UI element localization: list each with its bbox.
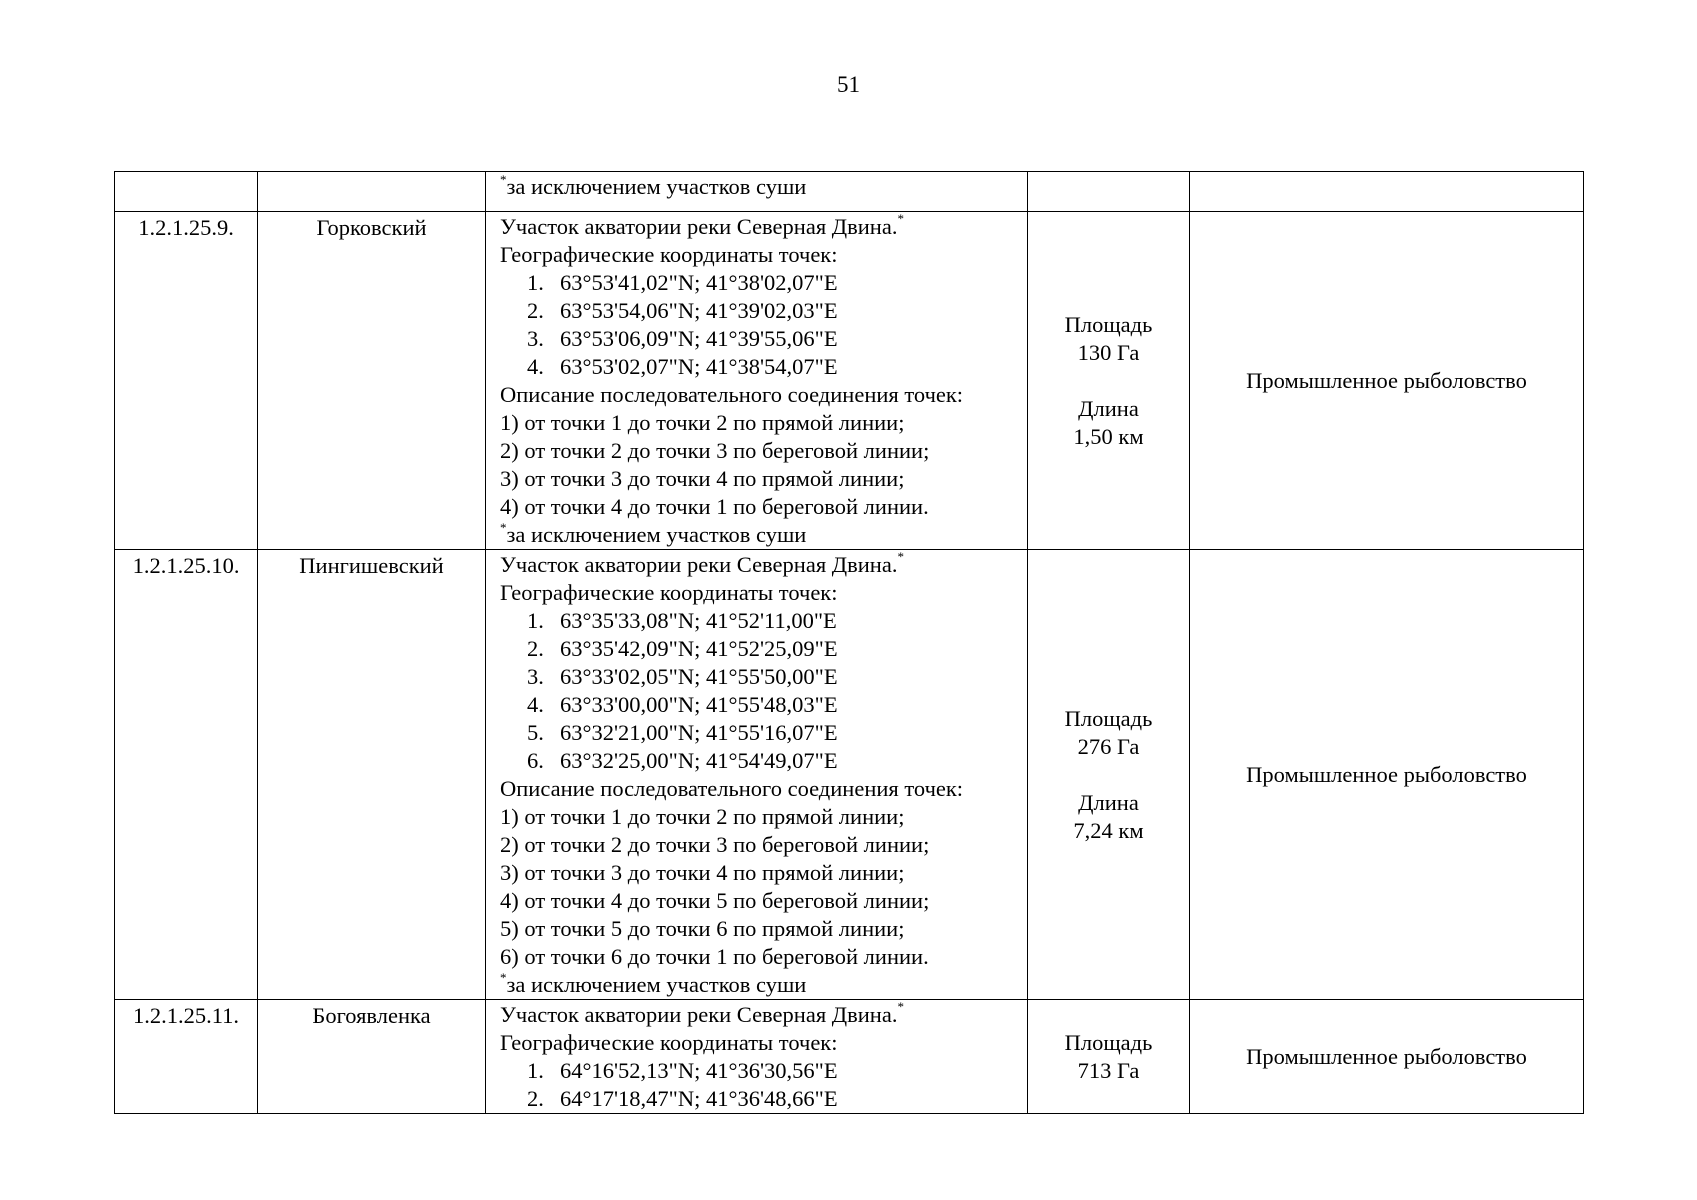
coordinate-item: 2. 63°53'54,06"N; 41°39'02,03"E	[527, 298, 838, 323]
area-value: 713 Га	[1077, 1057, 1140, 1083]
coords-label: Географические координаты точек:	[500, 580, 838, 605]
connection-item: 5) от точки 5 до точки 6 по прямой линии;	[500, 916, 905, 941]
activity-cell	[1190, 172, 1584, 212]
length-value: 1,50 км	[1073, 423, 1144, 449]
activity-cell: Промышленное рыболовство	[1190, 550, 1584, 1000]
area-number-cell	[115, 172, 258, 212]
area-name-cell: Пингишевский	[258, 550, 486, 1000]
length-label: Длина	[1078, 395, 1139, 421]
connection-item: 3) от точки 3 до точки 4 по прямой линии;	[500, 466, 905, 491]
description-title: Участок акватории реки Северная Двина.*	[500, 210, 904, 239]
area-label: Площадь	[1064, 705, 1153, 731]
coordinate-item: 6. 63°32'25,00"N; 41°54'49,07"E	[527, 748, 838, 773]
area-description-cell	[486, 172, 1028, 212]
activity-cell: Промышленное рыболовство	[1190, 1000, 1584, 1114]
description-title: Участок акватории реки Северная Двина.*	[500, 998, 904, 1027]
coordinate-item: 3. 63°33'02,05"N; 41°55'50,00"E	[527, 664, 838, 689]
coordinate-item: 2. 63°35'42,09"N; 41°52'25,09"E	[527, 636, 838, 661]
area-label: Площадь	[1064, 311, 1153, 337]
connection-item: 4) от точки 4 до точки 5 по береговой линии;	[500, 888, 930, 913]
fishing-areas-table	[114, 171, 1584, 1114]
table-row	[115, 550, 1584, 1000]
description-title: Участок акватории реки Северная Двина.*	[500, 548, 904, 577]
connection-item: 1) от точки 1 до точки 2 по прямой линии;	[500, 804, 905, 829]
coordinate-item: 5. 63°32'21,00"N; 41°55'16,07"E	[527, 720, 838, 745]
area-params-cell	[1028, 1000, 1190, 1114]
table-row	[115, 212, 1584, 550]
coordinate-item: 2. 64°17'18,47"N; 41°36'48,66"E	[527, 1086, 838, 1111]
area-name-cell	[258, 172, 486, 212]
connection-item: 4) от точки 4 до точки 1 по береговой линии.	[500, 494, 929, 519]
footnote-line: *за исключением участков суши	[500, 519, 807, 547]
connection-label: Описание последовательного соединения точек:	[500, 776, 964, 801]
connection-item: 6) от точки 6 до точки 1 по береговой линии.	[500, 944, 929, 969]
connection-item: 1) от точки 1 до точки 2 по прямой линии;	[500, 410, 905, 435]
coords-label: Географические координаты точек:	[500, 242, 838, 267]
length-value: 7,24 км	[1073, 817, 1144, 843]
coordinate-item: 1. 63°35'33,08"N; 41°52'11,00"E	[527, 608, 837, 633]
coordinate-item: 4. 63°53'02,07"N; 41°38'54,07"E	[527, 354, 838, 379]
activity-cell: Промышленное рыболовство	[1190, 212, 1584, 550]
table-row	[115, 1000, 1584, 1114]
area-label: Площадь	[1064, 1029, 1153, 1055]
area-value: 130 Га	[1077, 339, 1140, 365]
footnote-line: *за исключением участков суши	[500, 171, 807, 199]
area-description-cell	[486, 550, 1028, 1000]
area-value: 276 Га	[1077, 733, 1140, 759]
coordinate-item: 4. 63°33'00,00"N; 41°55'48,03"E	[527, 692, 838, 717]
table-row	[115, 172, 1584, 212]
length-label: Длина	[1078, 789, 1139, 815]
connection-item: 3) от точки 3 до точки 4 по прямой линии;	[500, 860, 905, 885]
area-name-cell: Богоявленка	[258, 1000, 486, 1114]
area-number-cell: 1.2.1.25.11.	[115, 1000, 258, 1114]
area-name-cell: Горковский	[258, 212, 486, 550]
coordinate-item: 3. 63°53'06,09"N; 41°39'55,06"E	[527, 326, 838, 351]
coordinate-item: 1. 64°16'52,13"N; 41°36'30,56"E	[527, 1058, 838, 1083]
area-description-cell	[486, 1000, 1028, 1114]
area-params-cell	[1028, 550, 1190, 1000]
connection-label: Описание последовательного соединения точек:	[500, 382, 964, 407]
area-params-cell	[1028, 172, 1190, 212]
page-number: 51	[837, 72, 860, 97]
coordinate-item: 1. 63°53'41,02"N; 41°38'02,07"E	[527, 270, 838, 295]
area-number-cell: 1.2.1.25.9.	[115, 212, 258, 550]
connection-item: 2) от точки 2 до точки 3 по береговой линии;	[500, 832, 930, 857]
area-description-cell	[486, 212, 1028, 550]
area-number-cell: 1.2.1.25.10.	[115, 550, 258, 1000]
coords-label: Географические координаты точек:	[500, 1030, 838, 1055]
footnote-line: *за исключением участков суши	[500, 969, 807, 997]
connection-item: 2) от точки 2 до точки 3 по береговой линии;	[500, 438, 930, 463]
area-params-cell	[1028, 212, 1190, 550]
